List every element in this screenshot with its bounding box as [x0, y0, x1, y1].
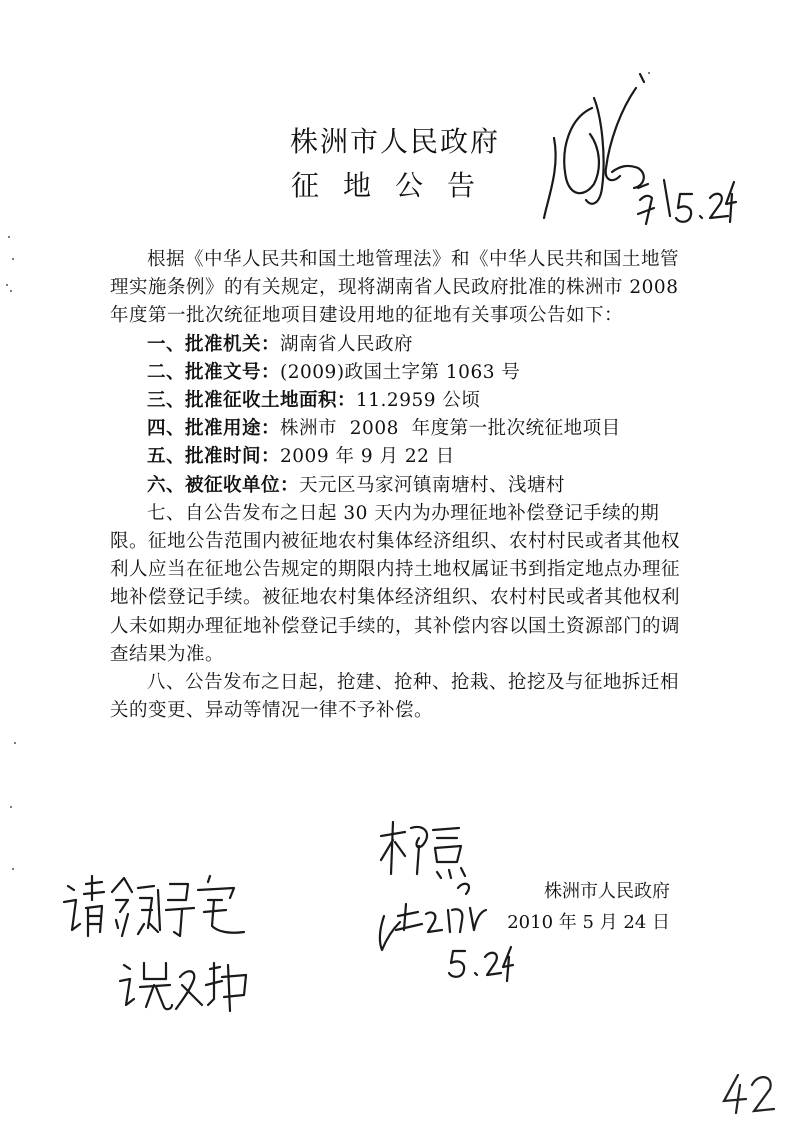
paragraph-no-compensation: 八、公告发布之日起，抢建、抢种、抢栽、抢挖及与征地拆迁相关的变更、异动等情况一律不予补偿。: [110, 672, 680, 722]
intro-paragraph: 根据《中华人民共和国土地管理法》和《中华人民共和国土地管理实施条例》的有关规定，现将湖南省人民政府批准的株洲市 2008 年度第一批次统征地项目建设用地的征地有关事项公告如下：: [110, 249, 680, 327]
center-handwritten-signature: [375, 818, 470, 888]
item-value: 株洲市 2008 年度第一批次统征地项目: [280, 418, 621, 440]
signature-block: [470, 876, 670, 938]
paragraph-registration-period: 七、自公告发布之日起 30 天内为办理征地补偿登记手续的期限。征地公告范围内被征地农村集体经济组织、农村村民或者其他权利人应当在征地公告规定的期限内持土地权属证书到指定地点办理征地补偿登记手续。被征地农村集体经济组织、农村村民或者其他权利人未如期办理征地补偿登记手续的，其补偿内容以国土资源部门的调查结果为准。: [110, 502, 681, 665]
item-approval-authority: [110, 331, 692, 359]
item-approval-document-number: [110, 359, 692, 387]
item-value: 天元区马家河镇南塘村、浅塘村: [299, 474, 566, 496]
item-value: 11.2959 公顷: [356, 390, 481, 412]
item-label: 六、被征收单位：: [147, 474, 300, 496]
item-label: 四、批准用途：: [147, 418, 281, 440]
handwritten-page-number: [718, 1067, 778, 1117]
notice-title: 征地公告: [290, 169, 499, 202]
item-label: 二、批准文号：: [147, 361, 281, 383]
item-approved-use: [110, 415, 692, 443]
item-value: (2009)政国土字第 1063 号: [280, 361, 521, 383]
item-value: 湖南省人民政府: [280, 333, 414, 355]
top-right-handwritten-date: [630, 170, 740, 240]
issuer-title: 株洲市人民政府: [289, 125, 500, 158]
issue-date: 2010 年 5 月 24 日: [507, 912, 670, 933]
item-label: 五、批准时间：: [147, 446, 281, 468]
item-approved-land-area: [110, 387, 692, 415]
left-handwritten-note-line2: [110, 955, 255, 1020]
center-handwritten-date: [445, 945, 515, 985]
item-expropriated-units: [110, 472, 692, 500]
notice-body: [110, 246, 692, 725]
left-handwritten-note-line1: [58, 870, 258, 950]
item-label: 三、批准征收土地面积：: [147, 390, 357, 412]
item-approval-date: [110, 443, 692, 471]
issuer-name: 株洲市人民政府: [544, 881, 670, 902]
item-label: 一、批准机关：: [147, 333, 281, 355]
item-value: 2009 年 9 月 22 日: [280, 446, 455, 468]
